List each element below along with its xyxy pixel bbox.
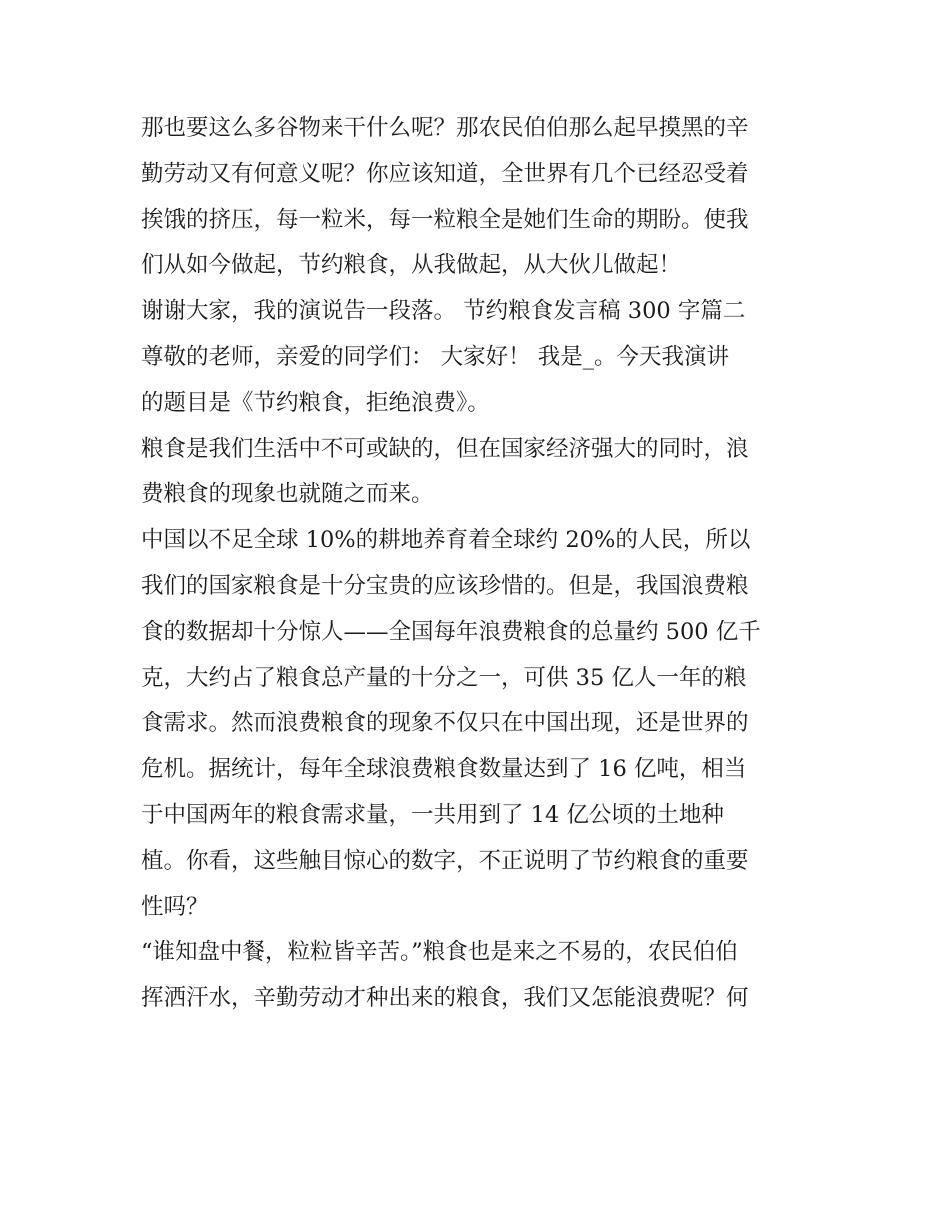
text-line: 挨饿的挤压，每一粒米，每一粒粮全是她们生命的期盼。使我 [141, 206, 749, 233]
text-line: 我们的国家粮食是十分宝贵的应该珍惜的。但是，我国浪费粮 [141, 572, 749, 599]
text-line: 粮食是我们生活中不可或缺的，但在国家经济强大的同时，浪 [141, 435, 749, 462]
document-body [141, 106, 821, 1022]
text-line: 食需求。然而浪费粮食的现象不仅只在中国出现，还是世界的 [141, 710, 749, 737]
text-line: 食的数据却十分惊人——全国每年浪费粮食的总量约 500 亿千 [141, 618, 761, 645]
text-line: 挥洒汗水，辛勤劳动才种出来的粮食，我们又怎能浪费呢？何 [141, 985, 749, 1012]
text-line: 们从如今做起，节约粮食，从我做起，从大伙儿做起！ [141, 252, 682, 279]
text-line: 的题目是《节约粮食，拒绝浪费》。 [141, 389, 490, 416]
text-line: 性吗？ [141, 893, 209, 920]
text-line: 于中国两年的粮食需求量，一共用到了 14 亿公顷的土地种 [141, 801, 724, 828]
text-line: 植。你看，这些触目惊心的数字，不正说明了节约粮食的重要 [141, 847, 749, 874]
text-line: 尊敬的老师，亲爱的同学们： 大家好！ 我是_。今天我演讲 [141, 343, 730, 370]
text-line: 勤劳动又有何意义呢？你应该知道，全世界有几个已经忍受着 [141, 160, 749, 187]
text-line: 克，大约占了粮食总产量的十分之一，可供 35 亿人一年的粮 [141, 664, 747, 691]
text-line: 危机。据统计，每年全球浪费粮食数量达到了 16 亿吨，相当 [141, 756, 747, 783]
text-line: 费粮食的现象也就随之而来。 [141, 481, 434, 508]
text-line: 那也要这么多谷物来干什么呢？那农民伯伯那么起早摸黑的辛 [141, 115, 749, 141]
text-line: 中国以不足全球 10%的耕地养育着全球约 20%的人民，所以 [141, 527, 751, 554]
text-line: 谢谢大家，我的演说告一段落。 节约粮食发言稿 300 字篇二 [141, 298, 746, 325]
text-line: “谁知盘中餐，粒粒皆辛苦。”粮食也是来之不易的，农民伯伯 [141, 939, 738, 966]
